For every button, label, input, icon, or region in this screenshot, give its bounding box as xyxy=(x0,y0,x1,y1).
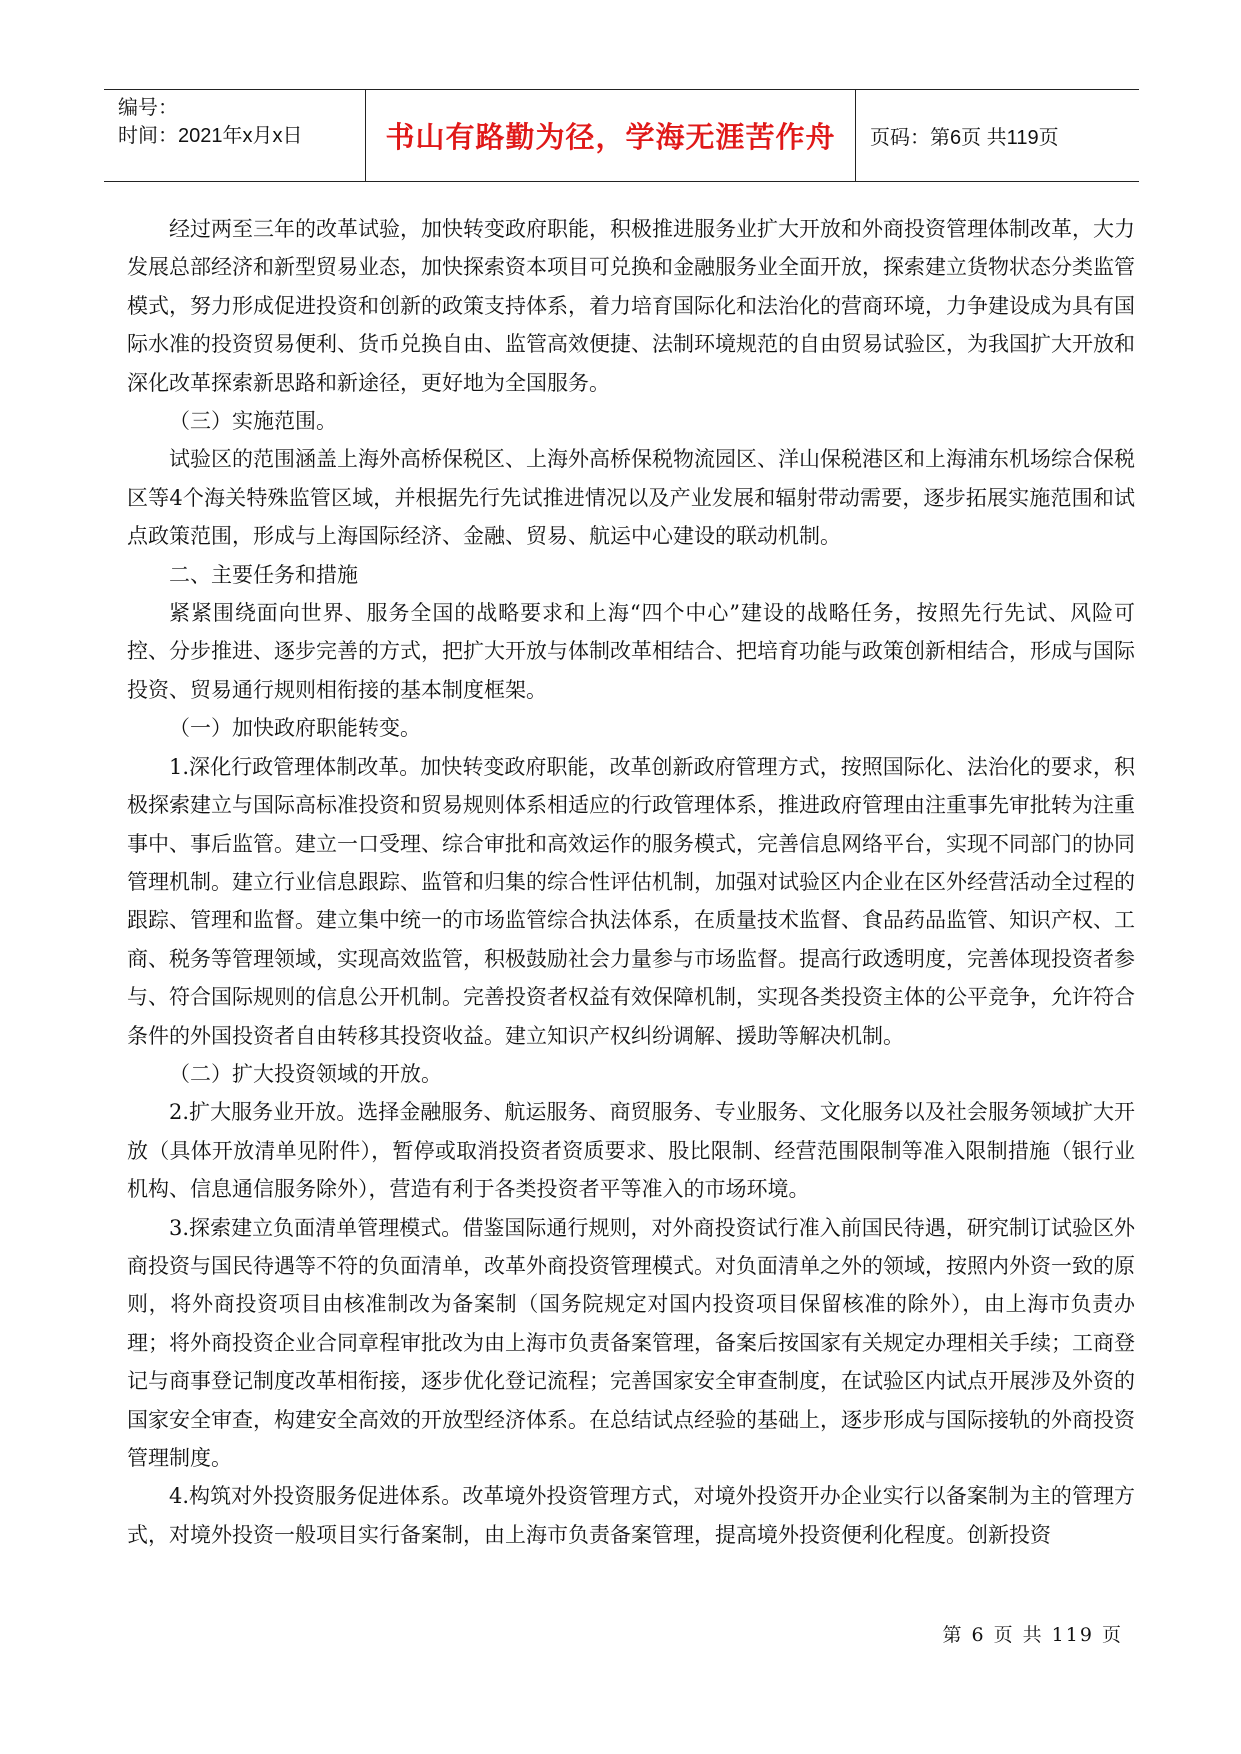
paragraph: 4.构筑对外投资服务促进体系。改革境外投资管理方式，对境外投资开办企业实行以备案制为主的管理方式，对境外投资一般项目实行备案制，由上海市负责备案管理，提高境外投资便利化程度。创新投资 xyxy=(127,1484,1135,1547)
paragraph: 试验区的范围涵盖上海外高桥保税区、上海外高桥保税物流园区、洋山保税港区和上海浦东机场综合保税区等4个海关特殊监管区域，并根据先行先试推进情况以及产业发展和辐射带动需要，逐步拓展实施范围和试点政策范围，形成与上海国际经济、金融、贸易、航运中心建设的联动机制。 xyxy=(127,447,1135,549)
paragraph: 经过两至三年的改革试验，加快转变政府职能，积极推进服务业扩大开放和外商投资管理体制改革，大力发展总部经济和新型贸易业态，加快探索资本项目可兑换和金融服务业全面开放，探索建立货物状态分类监管模式，努力形成促进投资和创新的政策支持体系，着力培育国际化和法治化的营商环境，力争建设成为具有国际水准的投资贸易便利、货币兑换自由、监管高效便捷、法制环境规范的自由贸易试验区，为我国扩大开放和深化改革探索新思路和新途径，更好地为全国服务。 xyxy=(127,217,1135,395)
section-heading: （一）加快政府职能转变。 xyxy=(169,716,421,741)
page-info: 页码：第6页 共119页 xyxy=(870,127,1059,149)
paragraph: 3.探索建立负面清单管理模式。借鉴国际通行规则，对外商投资试行准入前国民待遇，研究制订试验区外商投资与国民待遇等不符的负面清单，改革外商投资管理模式。对负面清单之外的领域，按照内外资一致的原则，将外商投资项目由核准制改为备案制（国务院规定对国内投资项目保留核准的除外），由上海市负责办理；将外商投资企业合同章程审批改为由上海市负责备案管理，备案后按国家有关规定办理相关手续；工商登记与商事登记制度改革相衔接，逐步优化登记流程；完善国家安全审查制度，在试验区内试点开展涉及外资的国家安全审查，构建安全高效的开放型经济体系。在总结试点经验的基础上，逐步形成与国际接轨的外商投资管理制度。 xyxy=(127,1215,1135,1470)
section-heading: 二、主要任务和措施 xyxy=(169,562,358,587)
number-label: 编号： xyxy=(118,97,178,119)
document-body xyxy=(127,210,1135,1554)
time-label: 时间：2021年x月x日 xyxy=(118,125,303,147)
paragraph: 1.深化行政管理体制改革。加快转变政府职能，改革创新政府管理方式，按照国际化、法治化的要求，积极探索建立与国际高标准投资和贸易规则体系相适应的行政管理体系，推进政府管理由注重事先审批转为注重事中、事后监管。建立一口受理、综合审批和高效运作的服务模式，完善信息网络平台，实现不同部门的协同管理机制。建立行业信息跟踪、监管和归集的综合性评估机制，加强对试验区内企业在区外经营活动全过程的跟踪、管理和监督。建立集中统一的市场监管综合执法体系，在质量技术监督、食品药品监管、知识产权、工商、税务等管理领域，实现高效监管，积极鼓励社会力量参与市场监督。提高行政透明度，完善体现投资者参与、符合国际规则的信息公开机制。完善投资者权益有效保障机制，实现各类投资主体的公平竞争，允许符合条件的外国投资者自由转移其投资收益。建立知识产权纠纷调解、援助等解决机制。 xyxy=(127,754,1135,1048)
section-heading: （二）扩大投资领域的开放。 xyxy=(169,1061,442,1086)
header-motto-cell xyxy=(366,90,856,181)
paragraph: 2.扩大服务业开放。选择金融服务、航运服务、商贸服务、专业服务、文化服务以及社会服务领域扩大开放（具体开放清单见附件），暂停或取消投资者资质要求、股比限制、经营范围限制等准入限制措施（银行业机构、信息通信服务除外），营造有利于各类投资者平等准入的市场环境。 xyxy=(127,1100,1135,1202)
section-heading: （三）实施范围。 xyxy=(169,409,337,434)
document-header xyxy=(104,89,1139,182)
header-meta xyxy=(104,90,366,181)
header-page-cell xyxy=(856,90,1139,181)
motto: 书山有路勤为径，学海无涯苦作舟 xyxy=(385,120,836,154)
page-footer: 第 6 页 共 119 页 xyxy=(942,1624,1123,1646)
paragraph: 紧紧围绕面向世界、服务全国的战略要求和上海“四个中心”建设的战略任务，按照先行先试、风险可控、分步推进、逐步完善的方式，把扩大开放与体制改革相结合、把培育功能与政策创新相结合，形成与国际投资、贸易通行规则相衔接的基本制度框架。 xyxy=(127,601,1135,702)
